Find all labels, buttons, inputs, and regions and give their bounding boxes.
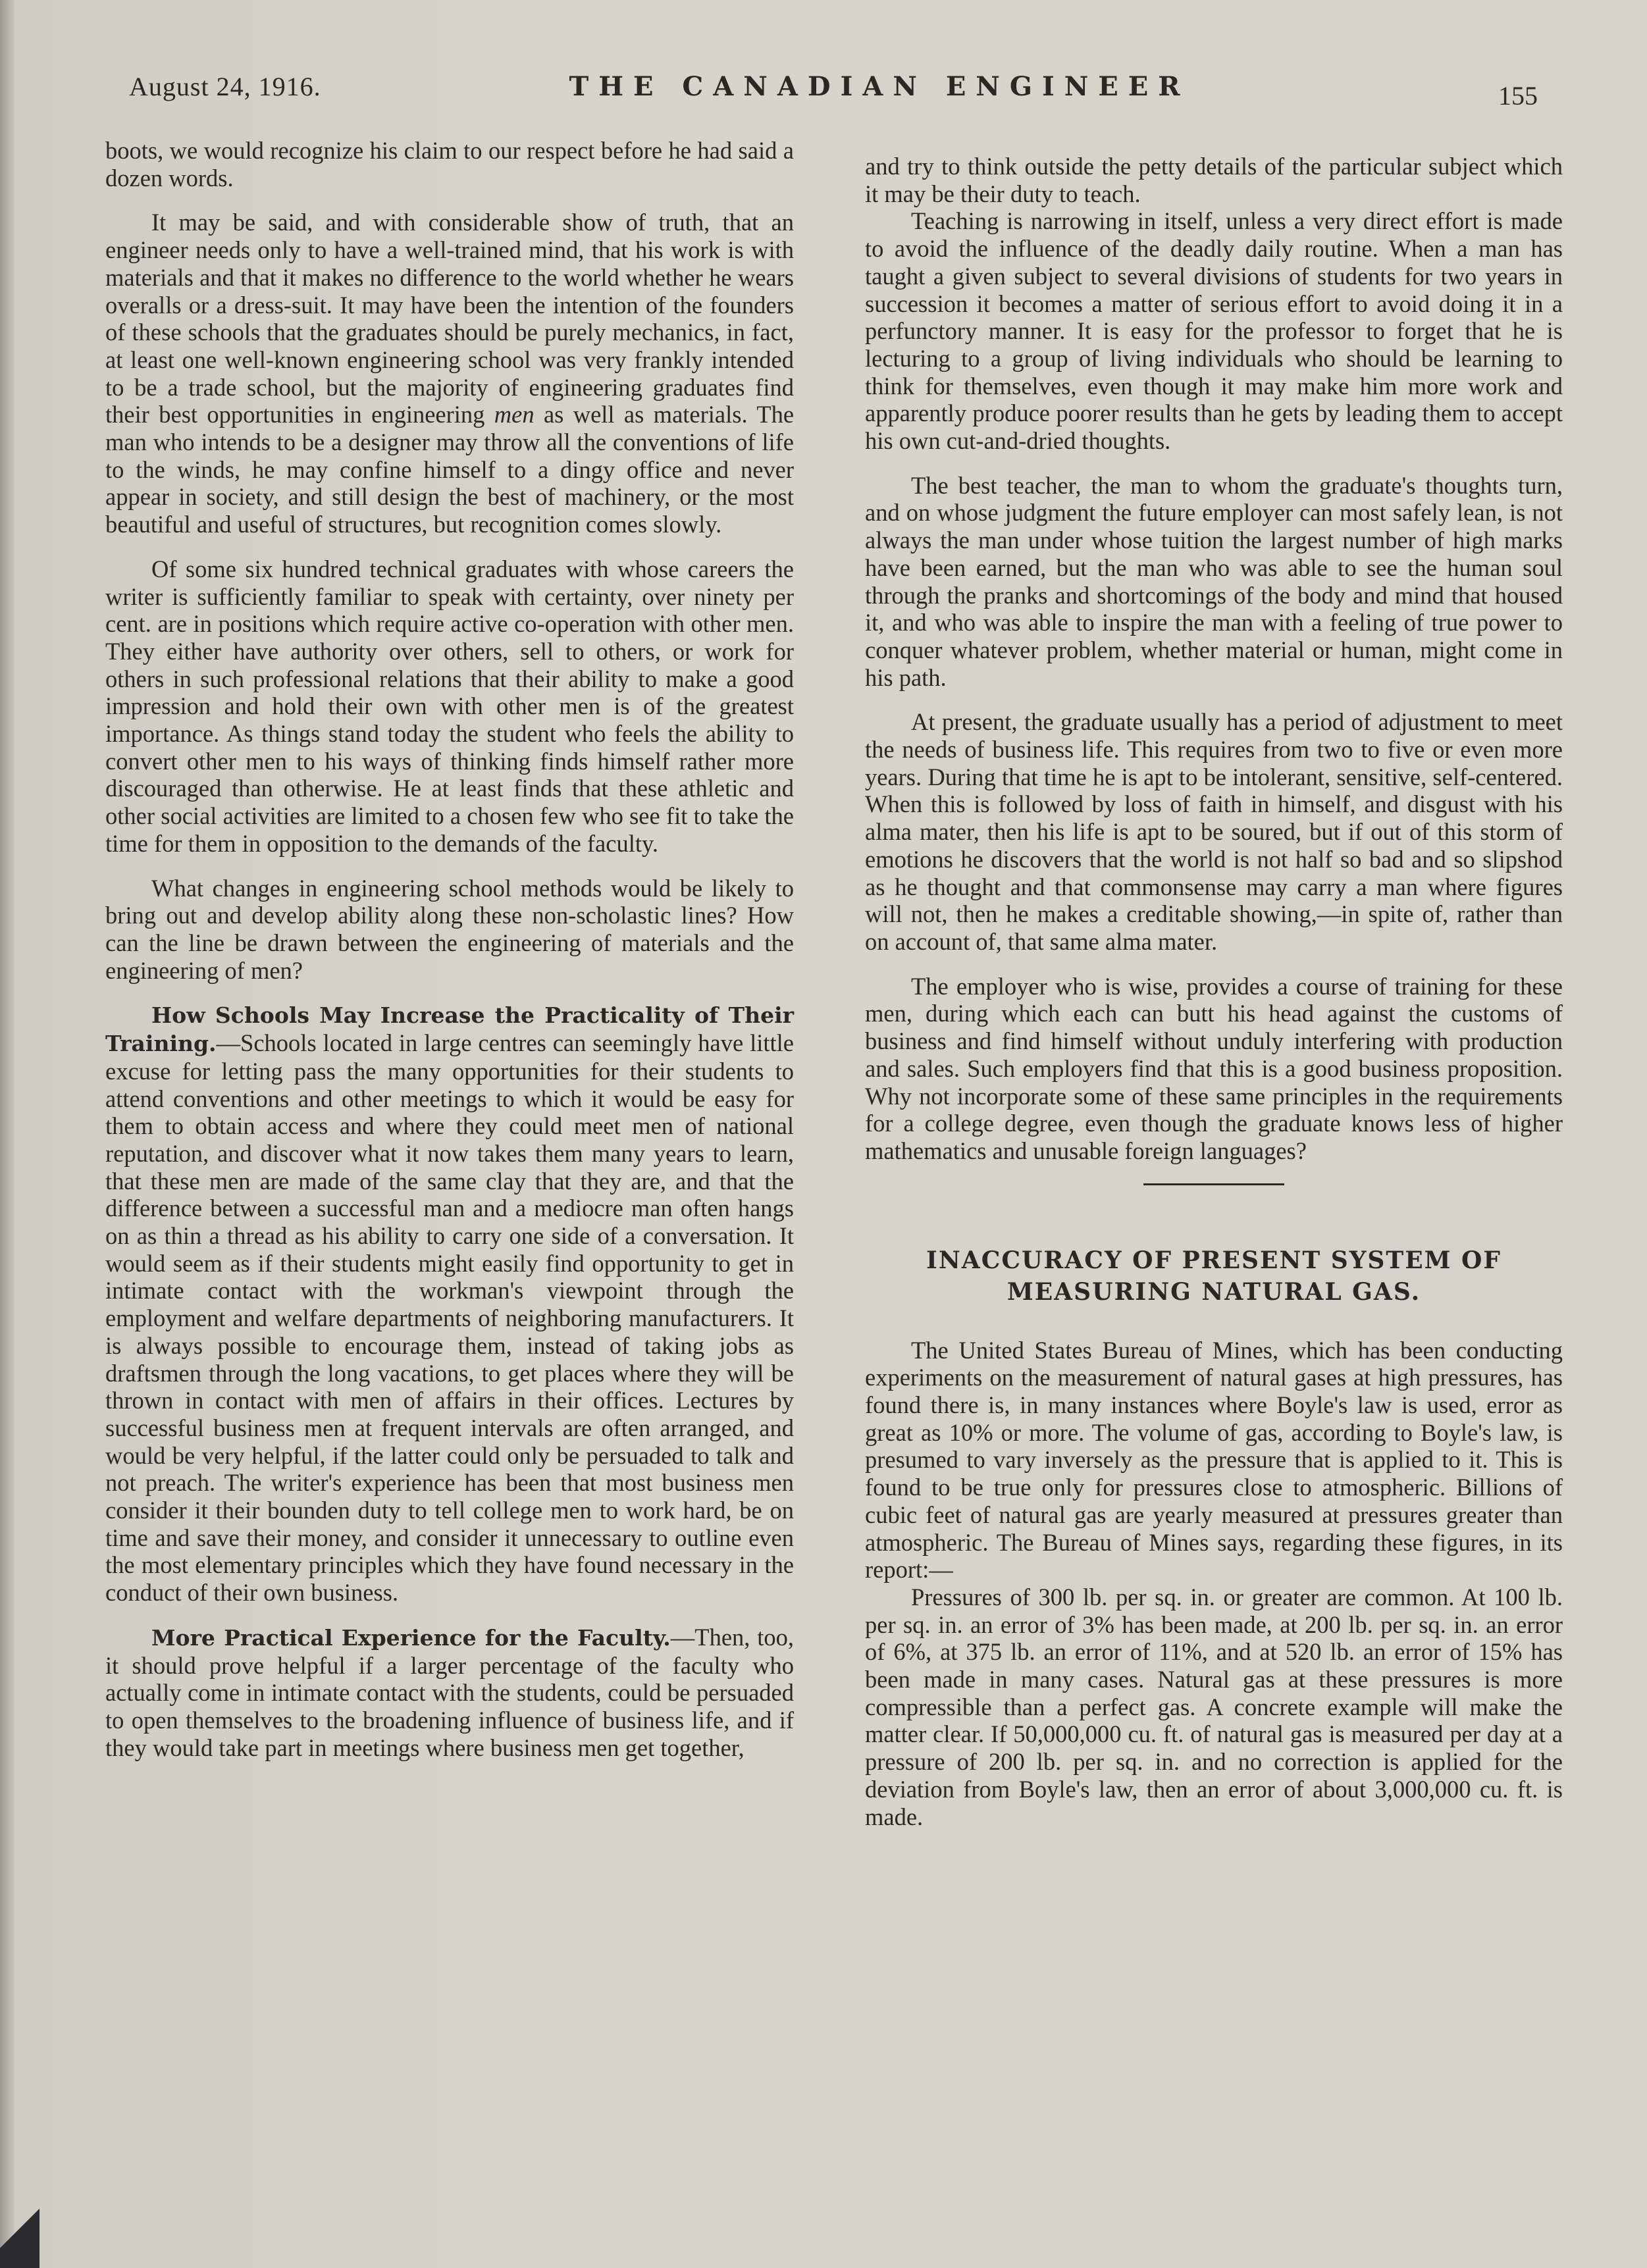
paragraph: The best teacher, the man to whom the graduate's thoughts turn, and on whose judgment the future employer can most safely lean, is not always the man under whose tuition the largest number of high marks have been earned, but the man who was able to see the human soul through the pranks and shortcomings of the body and mind that housed it, and who was able to inspire the man with a feeling of true power to conquer whatever problem, whether material or human, might come in his path. xyxy=(865,471,1563,691)
section-heading: How Schools May Increase the Practicality of Their Training. xyxy=(105,1002,794,1057)
left-column xyxy=(105,137,794,1761)
paragraph: Teaching is narrowing in itself, unless a very direct effort is made to avoid the influence of the deadly daily routine. When a man has taught a given subject to several divisions of students for two years in succession it becomes a matter of serious effort to avoid doing it in a perfunctory manner. It is easy for the professor to forget that he is lecturing to a group of living individuals who should be learning to think for themselves, even though it may make him more work and apparently produce poorer results than he gets by leading them to accept his own cut-and-dried thoughts. xyxy=(865,207,1563,455)
paragraph: boots, we would recognize his claim to our respect before he had said a dozen words. xyxy=(105,137,794,192)
paragraph: Of some six hundred technical graduates with whose careers the writer is sufficiently familiar to speak with certainty, over ninety per cent. are in positions which require active co-operation with other men. They either have authority over others, sell to others, or work for others in such professional relations that their ability to make a good impression and hold their own with other men is of the greatest importance. As things stand today the student who feels the ability to convert other men to his ways of thinking finds himself rather more discouraged than otherwise. He at least finds that these athletic and other social activities are limited to a chosen few who see fit to take the time for them in opposition to the demands of the faculty. xyxy=(105,555,794,857)
paragraph: At present, the graduate usually has a period of adjustment to meet the needs of business life. This requires from two to five or even more years. During that time he is apt to be intolerant, sensitive, self-centered. When this is followed by loss of faith in himself, and disgust with his alma mater, then his life is apt to be soured, but if out of this storm of emotions he discovers that the world is not half so bad and so slipshod as he thought and that commonsense may carry a man where figures will not, then he makes a creditable showing,—in spite of, rather than on account of, that same alma mater. xyxy=(865,708,1563,955)
paragraph: The United States Bureau of Mines, which has been conducting experiments on the measurement of natural gases at high pressures, has found there is, in many instances where Boyle's law is used, error as great as 10% or more. The volume of gas, according to Boyle's law, is presumed to vary inversely as the pressure that is applied to it. This is found to be true only for pressures close to atmospheric. Billions of cubic feet of natural gas are yearly measured at pressures greater than atmospheric. The Bureau of Mines says, regarding these figures, in its report:— xyxy=(865,1336,1563,1584)
paragraph: What changes in engineering school methods would be likely to bring out and develop ability along these non-scholastic lines? How can the line be drawn between the engineering of materials and the engineering of men? xyxy=(105,874,794,984)
page-corner-shadow xyxy=(0,2189,39,2268)
binding-shadow xyxy=(0,0,14,2268)
article-title-line: INACCURACY OF PRESENT SYSTEM OF xyxy=(926,1246,1502,1274)
running-header xyxy=(129,71,1538,111)
paragraph-text: as well as materials. The man who intends to be a designer may throw all the conventions of life to the winds, he may confine himself to a dingy office and never appear in society, and still design the best of machinery, or the most beautiful and useful of structures, but recognition comes slowly. xyxy=(105,401,795,538)
issue-date: August 24, 1916. xyxy=(129,72,321,101)
article-title xyxy=(865,1245,1563,1308)
paragraph: Pressures of 300 lb. per sq. in. or greater are common. At 100 lb. per sq. in. an error of 3% has been made, at 200 lb. per sq. in. an error of 6%, at 375 lb. an error of 11%, and at 520 lb. an error of 15% has been made in many cases. Natural gas at these pressures is more compressible than a perfect gas. A concrete example will make the matter clear. If 50,000,000 cu. ft. of natural gas is measured per day at a pressure of 200 lb. per sq. in. and no correction is applied for the deviation from Boyle's law, then an error of about 3,000,000 cu. ft. is made. xyxy=(865,1583,1563,1830)
section-heading: More Practical Experience for the Faculty. xyxy=(151,1624,671,1651)
paragraph xyxy=(105,209,794,538)
journal-title: THE CANADIAN ENGINEER xyxy=(569,71,1190,102)
emphasis: men xyxy=(494,401,535,428)
paragraph-text: —Then, too, it should prove helpful if a larger percentage of the faculty who actually come in intimate contact with the students, could be persuaded to open themselves to the broadening influence of business life, and if they would take part in meetings where business men get together, xyxy=(105,1623,794,1761)
paragraph: and try to think outside the petty details of the particular subject which it may be their duty to teach. xyxy=(865,153,1563,207)
paragraph xyxy=(105,1624,794,1762)
article-title-line: MEASURING NATURAL GAS. xyxy=(1006,1277,1421,1306)
paragraph-text: —Schools located in large centres can seemingly have little excuse for letting pass the many opportunities for their students to attend conventions and other meetings to which it would be easy for them to obtain access and where they could meet men of national reputation, and discover what it now takes them many years to learn, that these men are made of the same clay that they are, and that the difference between a successful man and a mediocre man often hangs on as thin a thread as his ability to carry one side of a conversation. It would seem as if their students might easily find opportunity to get in intimate contact with the workman's viewpoint through the employment and welfare departments of neighboring manufacturers. It is always possible to encourage them, instead of taking jobs as draftsmen through the long vacations, to get places where they will be thrown in contact with men of affairs in their offices. Lectures by successful business men at frequent intervals are often arranged, and would be very helpful, if the latter could only be persuaded to talk and not preach. The writer's experience has been that most business men consider it their bounden duty to tell college men to work hard, be on time and save their money, and consider it unnecessary to outline even the most elementary principles which they have found necessary in the conduct of their own business. xyxy=(105,1029,794,1607)
right-column xyxy=(865,153,1563,1830)
paragraph-text: It may be said, and with considerable show of truth, that an engineer needs only to have a well-trained mind, that his work is with materials and that it makes no difference to the world whether he wears overalls or a dress-suit. It may have been the intention of the founders of these schools that the graduates should be purely mechanics, in fact, at least one well-known engineering school was very frankly intended to be a trade school, but the majority of engineering graduates find their best opportunities in engineering xyxy=(105,209,794,428)
paragraph: The employer who is wise, provides a course of training for these men, during which each can butt his head against the customs of business and find himself without unduly interfering with production and sales. Such employers find that this is a good business proposition. Why not incorporate some of these same principles in the requirements for a college degree, even though the graduate knows less of higher mathematics and unusable foreign languages? xyxy=(865,972,1563,1164)
page-number: 155 xyxy=(1498,81,1538,111)
paragraph xyxy=(105,1001,794,1606)
section-divider xyxy=(1143,1183,1284,1185)
